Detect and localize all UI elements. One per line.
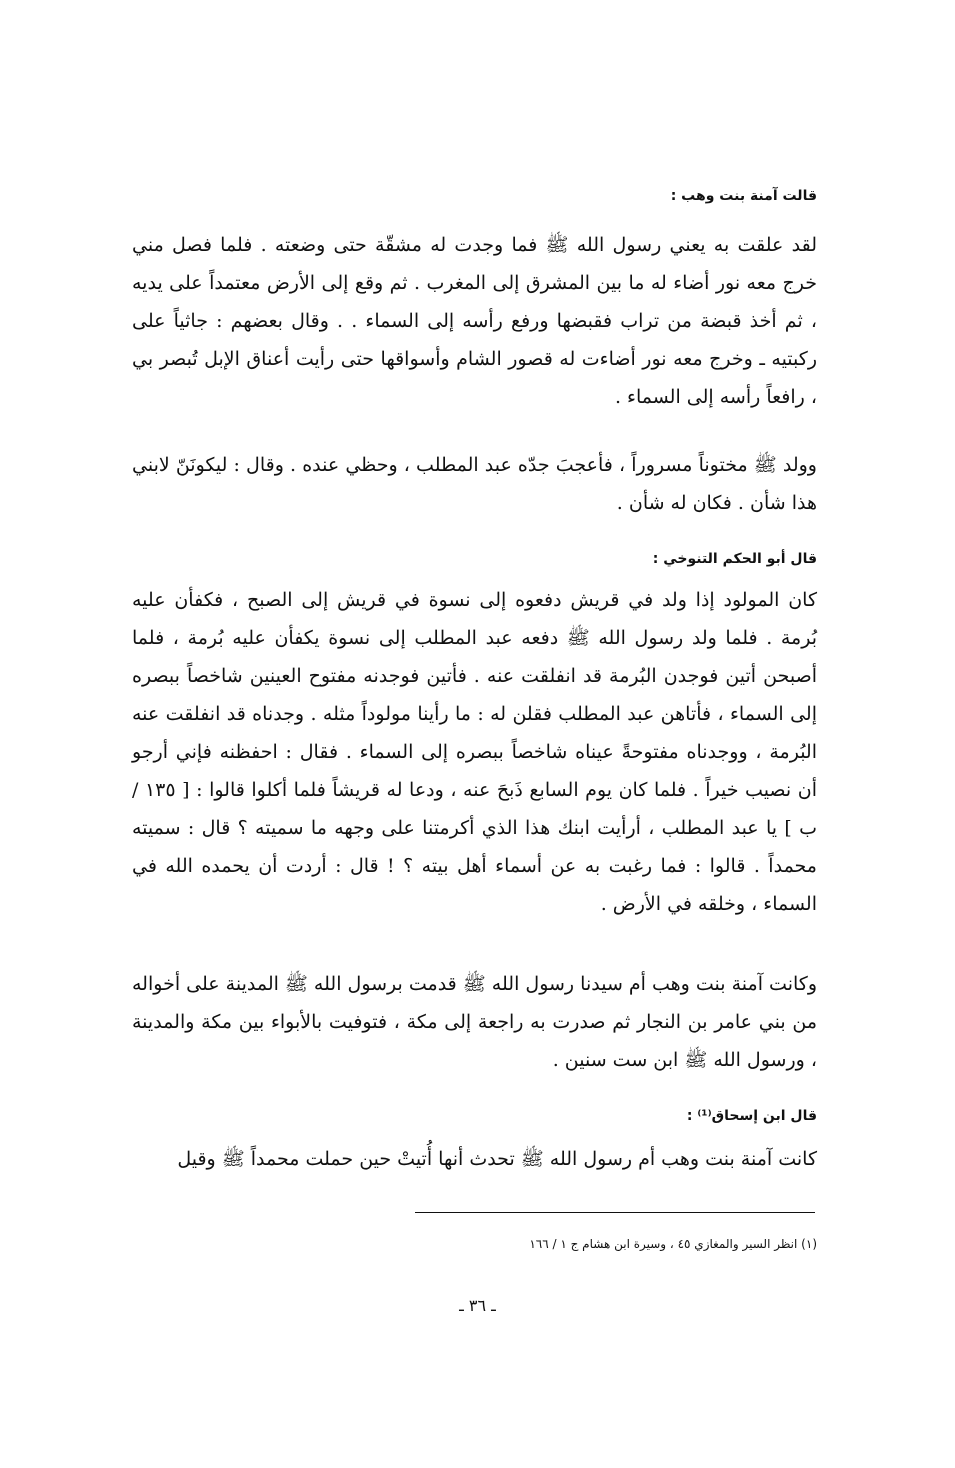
section-ibn-ishaq — [132, 1105, 817, 1127]
section-birth — [132, 446, 817, 522]
section-ibn-ishaq-body — [132, 1140, 817, 1178]
section-heading: قالت آمنة بنت وهب : — [670, 188, 817, 204]
paragraph: لقد علقت به يعني رسول الله ﷺ فما وجدت له مشقّة حتى وضعته . فلما فصل مني خرج معه نور أضاء له ما بين المشرق إلى المغرب . ثم وقع إلى الأرض معتمداً على يديه ، ثم أخذ قبضة من تراب فقبضها ورفع رأسه إلى السماء . . وقال بعضهم : جاثياً على ركبتيه ـ وخرج معه نور أضاءت له قصور الشام وأسواقها حتى رأيت أعناق الإبل تُبصر بي ، رافعاً رأسه إلى السماء . — [132, 234, 817, 408]
section-heading: قال ابن إسحاق⁽¹⁾ : — [686, 1108, 817, 1124]
paragraph: وكانت آمنة بنت وهب أم سيدنا رسول الله ﷺ قدمت برسول الله ﷺ المدينة على أخواله من بني عامر بن النجار ثم صدرت به راجعة إلى مكة ، فتوفيت بالأبواء بين مكة والمدينة ، ورسول الله ﷺ ابن ست سنين . — [132, 973, 817, 1071]
section-amina-death — [132, 965, 817, 1079]
footnote-divider — [415, 1212, 815, 1213]
section-amina-body — [132, 226, 817, 416]
page-number: ـ ٣٦ ـ — [459, 1296, 496, 1315]
paragraph: كان المولود إذا ولد في قريش دفعوه إلى نسوة في قريش إلى الصبح ، فكفأن عليه بُرمة . فلما ولد رسول الله ﷺ دفعه عبد المطلب إلى نسوة يكفأن عليه بُرمة ، فلما أصبحن أتين فوجدن البُرمة قد انفلقت عنه . فأتين فوجدنه مفتوح العينين شاخصاً ببصره إلى السماء ، فأتاهن عبد المطلب فقلن له : ما رأينا مولوداً مثله . وجدناه قد انفلقت عنه البُرمة ، ووجدناه مفتوحةً عيناه شاخصاً ببصره إلى السماء . فقال : احفظنه فإني أرجو أن نصيب خيراً . فلما كان يوم السابع ذَبحَ عنه ، ودعا له قريشاً فلما أكلوا قالوا : [ ١٣٥ / ب ] يا عبد المطلب ، أرأيت ابنك هذا الذي أكرمتنا على وجهه ما سميته ؟ قال : سميته محمداً . قالوا : فما رغبت به عن أسماء أهل بيته ؟ ! قال : أردت أن يحمده الله في السماء ، وخلقه في الأرض . — [132, 589, 817, 915]
footnote: (١) انظر السير والمغازي ٤٥ ، وسيرة ابن هشام ج ١ / ١٦٦ — [529, 1237, 817, 1251]
paragraph: كانت آمنة بنت وهب أم رسول الله ﷺ تحدث أنها أُتيتْ حين حملت محمداً ﷺ وقيل — [177, 1148, 817, 1170]
section-amina — [132, 185, 817, 207]
section-heading: قال أبو الحكم التنوخي : — [652, 551, 817, 567]
paragraph: وولد ﷺ مختوناً مسروراً ، فأعجبَ جدّه عبد المطلب ، وحظي عنده . وقال : ليكونَنّ لابني هذا شأن . فكان له شأن . — [132, 454, 817, 514]
section-tanukhi-body — [132, 581, 817, 923]
section-tanukhi — [132, 548, 817, 570]
